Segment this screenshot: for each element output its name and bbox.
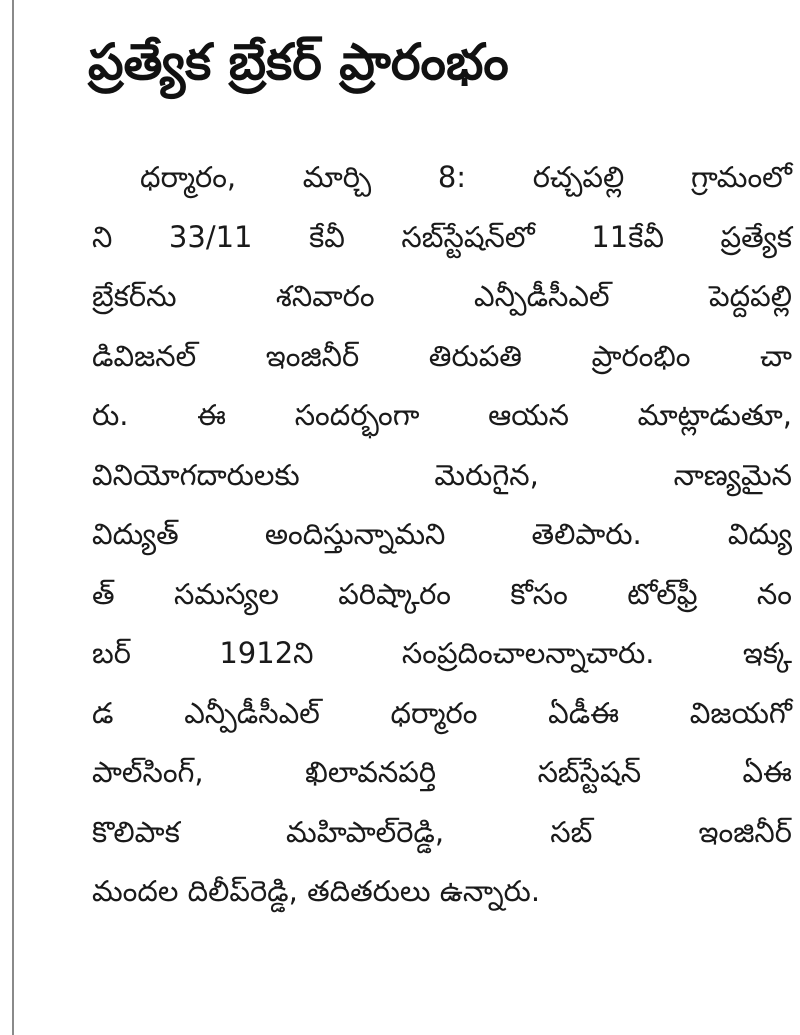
body-line: త్ సమస్యల పరిష్కారం కోసం టోల్‌ఫ్రీ నం — [92, 576, 792, 611]
body-line: వినియోగదారులకు మెరుగైన, నాణ్యమైన — [92, 457, 792, 492]
column-divider — [12, 0, 14, 1035]
body-line: కొలిపాక మహిపాల్‌రెడ్డి, సబ్ ఇంజినీర్ — [92, 814, 792, 849]
body-line: బర్ 1912ని సంప్రదించాలన్నాచారు. ఇక్క — [92, 636, 792, 670]
body-line: మందల దిలీప్‌రెడ్డి, తదితరులు ఉన్నారు. — [92, 874, 541, 908]
body-line: పాల్‌సింగ్, ఖిలావనపర్తి సబ్‌స్టేషన్ ఏఈ — [92, 755, 792, 789]
body-line: ధర్మారం, మార్చి 8: రచ్చపల్లి గ్రామంలో — [140, 160, 792, 194]
news-article — [60, 0, 790, 1035]
body-line: రు. ఈ సందర్భంగా ఆయన మాట్లాడుతూ, — [92, 398, 792, 432]
body-line: బ్రేకర్‌ను శనివారం ఎన్పీడీసీఎల్ పెద్దపల్లి — [92, 279, 792, 313]
body-line: విద్యుత్ అందిస్తున్నామని తెలిపారు. విద్యు — [92, 517, 792, 551]
article-headline: ప్రత్యేక బ్రేకర్ ప్రారంభం — [88, 33, 509, 91]
body-line: డ ఎన్పీడీసీఎల్ ధర్మారం ఏడీఈ విజయగో — [92, 695, 792, 730]
body-line: డివిజనల్ ఇంజినీర్ తిరుపతి ప్రారంభిం చా — [92, 338, 792, 373]
body-line: ని 33/11 కేవీ సబ్‌స్టేషన్‌లో 11కేవీ ప్రత్యేక — [92, 219, 792, 254]
article-body — [92, 148, 792, 922]
